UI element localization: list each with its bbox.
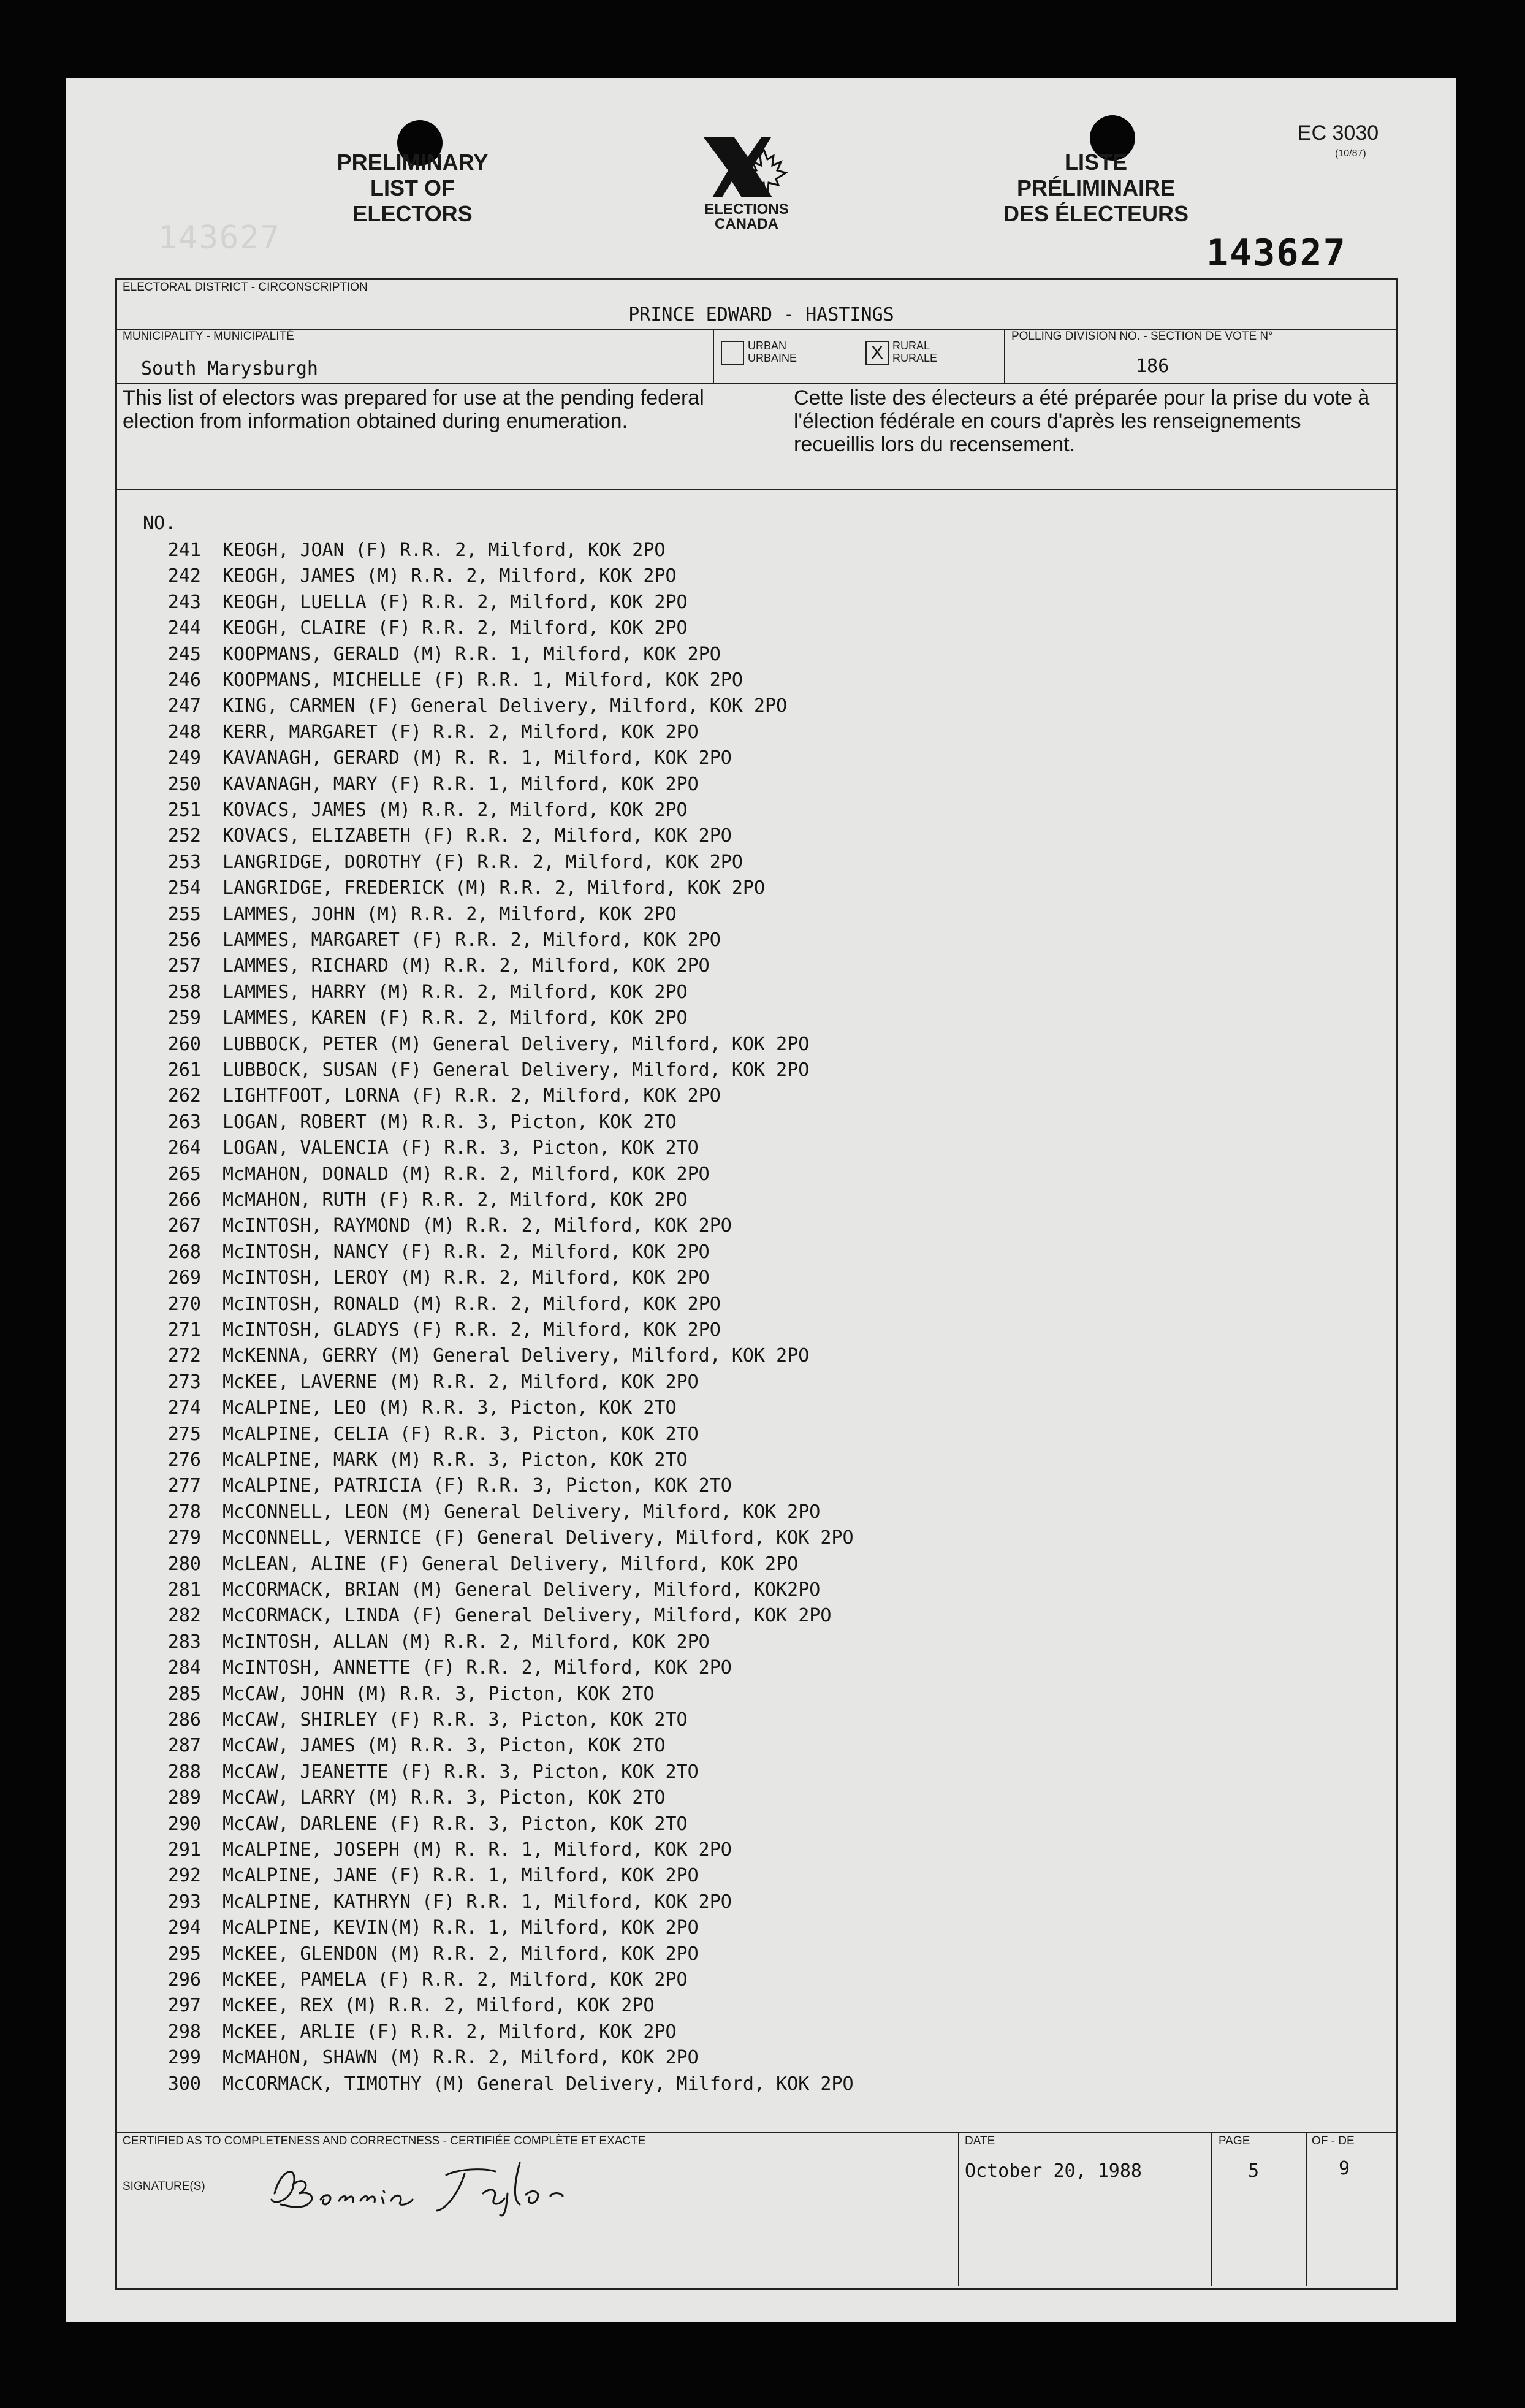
elector-entry: McINTOSH, ANNETTE (F) R.R. 2, Milford, KOK 2PO [222,1657,732,1679]
list-item [143,1371,1338,1397]
of-label: OF - DE [1312,2135,1355,2147]
elector-number: 250 [167,773,201,795]
elector-entry: KOOPMANS, GERALD (M) R.R. 1, Milford, KOK 2PO [222,643,721,665]
elector-number: 294 [167,1917,201,1939]
elector-number: 256 [167,929,201,951]
elector-entry: McALPINE, JANE (F) R.R. 1, Milford, KOK 2PO [222,1865,699,1887]
list-item [143,981,1338,1007]
logo-caption [685,202,808,232]
title-fr-line-2: PRÉLIMINAIRE [1016,175,1175,200]
elector-entry: McALPINE, MARK (M) R.R. 3, Picton, KOK 2TO [222,1449,688,1471]
elector-number: 270 [167,1293,201,1315]
logo-caption-line-2: CANADA [715,216,778,232]
list-item [143,1579,1338,1605]
elector-entry: McCORMACK, LINDA (F) General Delivery, Milford, KOK 2PO [222,1605,832,1627]
divider [1004,329,1005,384]
title-en-line-2: LIST OF [370,175,455,200]
elector-entry: LAMMES, KAREN (F) R.R. 2, Milford, KOK 2PO [222,1007,688,1029]
elector-number: 247 [167,695,201,717]
rural-label-fr: RURALE [892,352,938,364]
elector-number: 291 [167,1839,201,1861]
list-item [143,1345,1338,1371]
list-item [143,1085,1338,1111]
polling-division-label: POLLING DIVISION NO. - SECTION DE VOTE N° [1011,330,1273,343]
list-item [143,539,1338,565]
document-serial-number: 143627 [1206,232,1347,275]
list-item [143,799,1338,825]
elector-number: 285 [167,1683,201,1705]
elector-number: 278 [167,1501,201,1523]
elector-entry: McKEE, LAVERNE (M) R.R. 2, Milford, KOK 2PO [222,1371,699,1393]
elector-entry: McALPINE, KEVIN(M) R.R. 1, Milford, KOK 2PO [222,1917,699,1939]
list-item [143,722,1338,747]
urban-label-fr: URBAINE [748,352,797,364]
elector-entry: McALPINE, JOSEPH (M) R. R. 1, Milford, KOK 2PO [222,1839,732,1861]
form-revision-date: (10/87) [1335,148,1366,159]
elector-entry: LANGRIDGE, FREDERICK (M) R.R. 2, Milford, KOK 2PO [222,877,766,899]
elector-number: 245 [167,643,201,665]
list-item [143,1189,1338,1215]
elector-number: 279 [167,1527,201,1549]
rural-label-en: RURAL [892,340,930,352]
elector-number: 267 [167,1215,201,1237]
elector-number: 288 [167,1761,201,1783]
title-fr-line-3: DES ÉLECTEURS [1003,201,1189,226]
elector-number: 293 [167,1891,201,1913]
elector-number: 284 [167,1657,201,1679]
elector-number: 263 [167,1111,201,1133]
list-item [143,1137,1338,1163]
list-item [143,2047,1338,2073]
elector-number: 290 [167,1813,201,1835]
elector-number: 271 [167,1319,201,1341]
list-item [143,877,1338,903]
elector-entry: McALPINE, PATRICIA (F) R.R. 3, Picton, KOK 2TO [222,1475,732,1497]
elector-number: 297 [167,1995,201,2017]
notice-french: Cette liste des électeurs a été préparée pour la prise du vote à l'élection fédérale en cours d'après les renseignements recueillis lors du recensement. [794,386,1370,456]
list-item [143,1657,1338,1683]
elector-entry: KEOGH, LUELLA (F) R.R. 2, Milford, KOK 2PO [222,591,688,613]
list-item [143,1111,1338,1137]
list-item [143,1735,1338,1761]
elector-entry: KEOGH, JAMES (M) R.R. 2, Milford, KOK 2PO [222,565,677,587]
list-item [143,1319,1338,1345]
elector-entry: McCAW, JOHN (M) R.R. 3, Picton, KOK 2TO [222,1683,655,1705]
list-item [143,1761,1338,1787]
list-item [143,1683,1338,1709]
list-item [143,1007,1338,1033]
elector-number: 283 [167,1631,201,1653]
elector-entry: McALPINE, LEO (M) R.R. 3, Picton, KOK 2TO [222,1397,677,1419]
elector-entry: McCORMACK, BRIAN (M) General Delivery, Milford, KOK2PO [222,1579,821,1601]
elector-number: 248 [167,721,201,743]
elector-entry: KEOGH, JOAN (F) R.R. 2, Milford, KOK 2PO [222,539,666,561]
elector-entry: McCONNELL, VERNICE (F) General Delivery, Milford, KOK 2PO [222,1527,854,1549]
elector-number: 298 [167,2021,201,2043]
elector-number: 268 [167,1241,201,1263]
list-item [143,1787,1338,1813]
list-item [143,592,1338,617]
elector-number: 252 [167,825,201,847]
list-item [143,2021,1338,2047]
list-item [143,1969,1338,1995]
list-item [143,669,1338,695]
title-fr-line-1: LISTE [1064,150,1127,175]
list-item [143,1631,1338,1657]
elector-number: 277 [167,1475,201,1497]
list-item [143,904,1338,929]
list-item [143,929,1338,955]
elector-entry: McINTOSH, ALLAN (M) R.R. 2, Milford, KOK 2PO [222,1631,710,1653]
elector-number: 264 [167,1137,201,1159]
list-item [143,1215,1338,1241]
list-item [143,1917,1338,1943]
elector-entry: KOVACS, ELIZABETH (F) R.R. 2, Milford, KOK 2PO [222,825,732,847]
list-item [143,1475,1338,1501]
list-item [143,747,1338,773]
elector-number: 261 [167,1059,201,1081]
elector-number: 275 [167,1423,201,1445]
list-item [143,1034,1338,1059]
elector-entry: LANGRIDGE, DOROTHY (F) R.R. 2, Milford, KOK 2PO [222,851,743,873]
elector-number: 272 [167,1345,201,1367]
signature-label: SIGNATURE(S) [123,2180,205,2193]
list-item [143,1059,1338,1085]
elector-number: 273 [167,1371,201,1393]
elector-number: 246 [167,669,201,691]
list-item [143,1267,1338,1293]
divider [713,329,714,384]
elector-number: 241 [167,539,201,561]
elector-entry: LAMMES, JOHN (M) R.R. 2, Milford, KOK 2PO [222,903,677,925]
list-item [143,1709,1338,1735]
list-item [143,1449,1338,1475]
elector-number: 282 [167,1605,201,1627]
elector-number: 255 [167,903,201,925]
elector-entry: LAMMES, HARRY (M) R.R. 2, Milford, KOK 2PO [222,981,688,1003]
list-item [143,565,1338,591]
list-item [143,617,1338,643]
form-number: EC 3030 [1297,121,1379,145]
elections-canada-logo-icon [691,131,802,205]
date-value: October 20, 1988 [965,2160,1142,2182]
elector-entry: LUBBOCK, SUSAN (F) General Delivery, Milford, KOK 2PO [222,1059,810,1081]
signature-handwriting [262,2151,606,2218]
elector-entry: McINTOSH, NANCY (F) R.R. 2, Milford, KOK 2PO [222,1241,710,1263]
elector-entry: KEOGH, CLAIRE (F) R.R. 2, Milford, KOK 2PO [222,617,688,639]
elector-number: 281 [167,1579,201,1601]
title-en-line-1: PRELIMINARY [337,150,489,175]
notice-english: This list of electors was prepared for use at the pending federal election from information obtained during enumeration. [123,386,704,433]
document-page [66,78,1456,2322]
elector-entry: KAVANAGH, MARY (F) R.R. 1, Milford, KOK 2PO [222,773,699,795]
urban-label [748,340,797,364]
elector-entry: McCAW, LARRY (M) R.R. 3, Picton, KOK 2TO [222,1787,666,1809]
elector-entry: McINTOSH, GLADYS (F) R.R. 2, Milford, KOK 2PO [222,1319,721,1341]
title-english [311,150,514,227]
elector-entry: McCAW, JEANETTE (F) R.R. 3, Picton, KOK 2TO [222,1761,699,1783]
elector-entry: McINTOSH, RAYMOND (M) R.R. 2, Milford, KOK 2PO [222,1215,732,1237]
urban-checkbox[interactable] [721,341,744,365]
list-item [143,1605,1338,1631]
elector-number: 289 [167,1787,201,1809]
elector-entry: McMAHON, SHAWN (M) R.R. 2, Milford, KOK 2PO [222,2047,699,2069]
elector-number: 262 [167,1085,201,1107]
elector-entry: LIGHTFOOT, LORNA (F) R.R. 2, Milford, KOK 2PO [222,1085,721,1107]
divider [1211,2132,1212,2286]
list-item [143,955,1338,981]
list-number-header: NO. [143,512,177,534]
elector-entry: LUBBOCK, PETER (M) General Delivery, Milford, KOK 2PO [222,1033,810,1055]
elector-entry: LAMMES, MARGARET (F) R.R. 2, Milford, KOK 2PO [222,929,721,951]
elector-entry: McCAW, JAMES (M) R.R. 3, Picton, KOK 2TO [222,1735,666,1757]
elector-entry: LOGAN, VALENCIA (F) R.R. 3, Picton, KOK 2TO [222,1137,699,1159]
list-item [143,1527,1338,1553]
elector-number: 265 [167,1163,201,1185]
date-label: DATE [965,2135,995,2147]
list-item [143,825,1338,851]
page-value: 5 [1248,2160,1260,2182]
municipality-label: MUNICIPALITY - MUNICIPALITÉ [123,330,294,343]
list-item [143,1943,1338,1969]
list-item [143,644,1338,669]
elector-number: 299 [167,2047,201,2069]
divider [1306,2132,1307,2286]
elector-number: 259 [167,1007,201,1029]
elector-number: 242 [167,565,201,587]
elector-entry: KOVACS, JAMES (M) R.R. 2, Milford, KOK 2PO [222,799,688,821]
list-item [143,1553,1338,1579]
elector-entry: McMAHON, DONALD (M) R.R. 2, Milford, KOK 2PO [222,1163,710,1185]
elector-entry: McKEE, PAMELA (F) R.R. 2, Milford, KOK 2PO [222,1969,688,1991]
list-item [143,1813,1338,1839]
elector-entry: McKEE, GLENDON (M) R.R. 2, Milford, KOK 2PO [222,1943,699,1965]
certification-label: CERTIFIED AS TO COMPLETENESS AND CORRECTNESS - CERTIFIÉE COMPLÈTE ET EXACTE [123,2135,646,2147]
elector-entry: McCONNELL, LEON (M) General Delivery, Milford, KOK 2PO [222,1501,821,1523]
list-item [143,1839,1338,1865]
elector-entry: McCORMACK, TIMOTHY (M) General Delivery, Milford, KOK 2PO [222,2073,854,2095]
elector-entry: LAMMES, RICHARD (M) R.R. 2, Milford, KOK 2PO [222,955,710,977]
elector-number: 286 [167,1709,201,1731]
elector-number: 274 [167,1397,201,1419]
municipality-value: South Marysburgh [141,358,318,379]
list-item [143,1865,1338,1891]
polling-division-value: 186 [1136,356,1169,377]
elector-number: 269 [167,1267,201,1289]
elector-entry: LOGAN, ROBERT (M) R.R. 3, Picton, KOK 2TO [222,1111,677,1133]
list-item [143,1423,1338,1449]
elector-number: 266 [167,1189,201,1211]
list-item [143,1501,1338,1527]
divider [116,489,1396,490]
elector-entry: McKEE, ARLIE (F) R.R. 2, Milford, KOK 2PO [222,2021,677,2043]
faint-stamp-serial: 143627 [158,219,281,256]
elector-entry: KAVANAGH, GERARD (M) R. R. 1, Milford, KOK 2PO [222,747,732,769]
elector-number: 260 [167,1033,201,1055]
electors-list [143,539,1338,2097]
of-value: 9 [1339,2158,1350,2179]
logo-caption-line-1: ELECTIONS [704,201,789,218]
elector-entry: McCAW, SHIRLEY (F) R.R. 3, Picton, KOK 2TO [222,1709,688,1731]
list-item [143,1995,1338,2021]
divider [116,383,1396,384]
elector-entry: McMAHON, RUTH (F) R.R. 2, Milford, KOK 2PO [222,1189,688,1211]
list-item [143,2073,1338,2099]
elector-number: 258 [167,981,201,1003]
rural-checkbox[interactable]: X [865,341,889,365]
list-item [143,1241,1338,1267]
elector-number: 244 [167,617,201,639]
elector-entry: KERR, MARGARET (F) R.R. 2, Milford, KOK 2PO [222,721,699,743]
divider [958,2132,959,2286]
elector-entry: KOOPMANS, MICHELLE (F) R.R. 1, Milford, KOK 2PO [222,669,743,691]
elector-entry: McALPINE, KATHRYN (F) R.R. 1, Milford, KOK 2PO [222,1891,732,1913]
elector-number: 257 [167,955,201,977]
elector-number: 276 [167,1449,201,1471]
elector-entry: McLEAN, ALINE (F) General Delivery, Milford, KOK 2PO [222,1553,799,1575]
district-value: PRINCE EDWARD - HASTINGS [628,304,894,326]
elector-number: 287 [167,1735,201,1757]
elector-number: 249 [167,747,201,769]
list-item [143,1164,1338,1189]
list-item [143,1397,1338,1423]
list-item [143,695,1338,721]
elector-entry: McCAW, DARLENE (F) R.R. 3, Picton, KOK 2TO [222,1813,688,1835]
elector-number: 296 [167,1969,201,1991]
page-label: PAGE [1219,2135,1250,2147]
elector-number: 254 [167,877,201,899]
elector-number: 300 [167,2073,201,2095]
title-french [979,150,1212,227]
list-item [143,774,1338,799]
list-item [143,1891,1338,1917]
elector-entry: McKEE, REX (M) R.R. 2, Milford, KOK 2PO [222,1995,655,2017]
elector-number: 243 [167,591,201,613]
list-item [143,1294,1338,1319]
urban-label-en: URBAN [748,340,787,352]
elector-number: 253 [167,851,201,873]
divider [116,2132,1396,2133]
elector-entry: McKENNA, GERRY (M) General Delivery, Milford, KOK 2PO [222,1345,810,1367]
elector-number: 295 [167,1943,201,1965]
elector-number: 292 [167,1865,201,1887]
elector-entry: McALPINE, CELIA (F) R.R. 3, Picton, KOK 2TO [222,1423,699,1445]
rural-label [892,340,937,364]
elector-entry: KING, CARMEN (F) General Delivery, Milford, KOK 2PO [222,695,788,717]
list-item [143,852,1338,877]
elector-number: 251 [167,799,201,821]
elector-entry: McINTOSH, LEROY (M) R.R. 2, Milford, KOK 2PO [222,1267,710,1289]
elector-number: 280 [167,1553,201,1575]
title-en-line-3: ELECTORS [352,201,473,226]
district-label: ELECTORAL DISTRICT - CIRCONSCRIPTION [123,281,368,294]
elector-entry: McINTOSH, RONALD (M) R.R. 2, Milford, KOK 2PO [222,1293,721,1315]
